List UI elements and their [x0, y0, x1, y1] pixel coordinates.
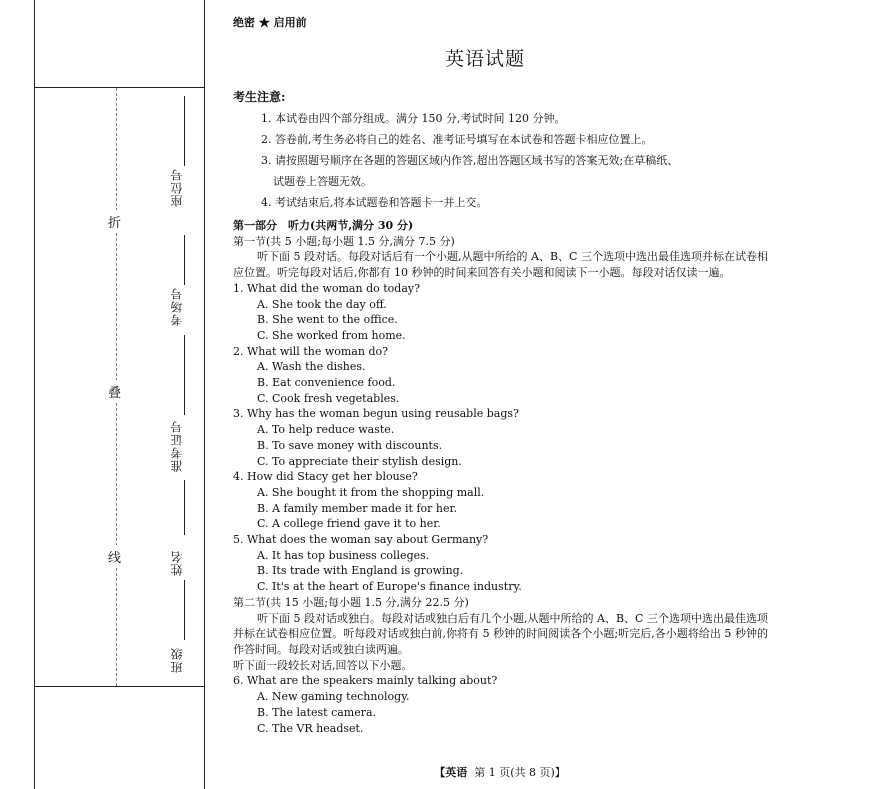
- section1-instructions: 听下面 5 段对话。每段对话后有一个小题,从题中所给的 A、B、C 三个选项中选出最佳选项并标在试卷相应位置。听完每段对话后,你都有 10 秒钟的时间来回答有关小题和阅读下一小题。每段对话仅读一遍。: [233, 250, 768, 280]
- confidential-mark: 绝密 ★ 启用前: [233, 16, 307, 29]
- admission-number-field[interactable]: [168, 415, 190, 535]
- question-1: 1. What did the woman do today?: [233, 281, 420, 295]
- q1-option-c: C. She worked from home.: [257, 328, 406, 342]
- section2-instructions: 听下面 5 段对话或独白。每段对话或独白后有几个小题,从题中所给的 A、B、C 三个选项中选出最佳选项并标在试卷相应位置。听每段对话或独白前,你将有 5 秒钟的时间阅读各个小题;听完后,各小题将给出 5 秒钟的作答时间。每段对话或独白读两遍。: [233, 611, 768, 656]
- question-5: 5. What does the woman say about Germany?: [233, 533, 489, 547]
- q6-option-a: A. New gaming technology.: [257, 690, 410, 704]
- notice-item-3-cont: 试题卷上答题无效。: [273, 175, 372, 188]
- question-3: 3. Why has the woman begun using reusable bags?: [233, 407, 519, 421]
- question-group-1: [233, 281, 768, 595]
- exam-body: [233, 218, 768, 736]
- fold-char-1: 折: [108, 210, 121, 233]
- q2-option-a: A. Wash the dishes.: [257, 360, 366, 374]
- q1-option-b: B. She went to the office.: [257, 313, 398, 327]
- section2-title: 第二节(共 15 小题;每小题 1.5 分,满分 22.5 分): [233, 595, 469, 609]
- section1-title: 第一节(共 5 小题;每小题 1.5 分,满分 7.5 分): [233, 234, 455, 248]
- footer-page: 第 1 页(共 8 页)】: [474, 766, 566, 779]
- q1-option-a: A. She took the day off.: [257, 297, 387, 311]
- fold-char-3: 线: [108, 545, 121, 568]
- exam-room-label: 考场号: [170, 287, 184, 326]
- notice-heading: 考生注意:: [233, 90, 286, 104]
- page-footer: [0, 764, 870, 780]
- margin-left-border: [34, 0, 35, 789]
- margin-right-border: [204, 0, 205, 789]
- exam-room-line: [184, 235, 185, 285]
- q4-option-b: B. A family member made it for her.: [257, 501, 458, 515]
- question-6: 6. What are the speakers mainly talking about?: [233, 674, 498, 688]
- class-field[interactable]: [168, 645, 190, 685]
- q2-option-c: C. Cook fresh vegetables.: [257, 391, 400, 405]
- part1-title: 第一部分 听力(共两节,满分 30 分): [233, 219, 414, 232]
- q2-option-b: B. Eat convenience food.: [257, 376, 396, 390]
- seat-number-line: [184, 96, 185, 166]
- q6-option-b: B. The latest camera.: [257, 705, 377, 719]
- notice-item-4: 4. 考试结束后,将本试题卷和答题卡一并上交。: [261, 196, 488, 209]
- margin-bottom-rule: [34, 686, 204, 687]
- fold-char-2: 叠: [108, 380, 121, 403]
- admission-number-label: 准考证号: [170, 420, 184, 472]
- q5-option-c: C. It's at the heart of Europe's finance industry.: [257, 580, 522, 594]
- class-label: 班级: [170, 647, 184, 673]
- notice-item-3: 3. 请按照题号顺序在各题的答题区域内作答,超出答题区域书写的答案无效;在草稿纸、: [261, 154, 679, 167]
- exam-notice: [233, 87, 773, 213]
- q4-option-a: A. She bought it from the shopping mall.: [257, 485, 485, 499]
- name-label: 姓名: [170, 550, 184, 576]
- name-field[interactable]: [168, 545, 190, 640]
- q3-option-c: C. To appreciate their stylish design.: [257, 454, 462, 468]
- exam-room-field[interactable]: [168, 235, 190, 335]
- binding-margin: [0, 0, 205, 789]
- q6-option-c: C. The VR headset.: [257, 721, 364, 735]
- notice-item-2: 2. 答卷前,考生务必将自己的姓名、准考证号填写在本试卷和答题卡相应位置上。: [261, 133, 653, 146]
- section2-lead: 听下面一段较长对话,回答以下小题。: [233, 658, 413, 672]
- q5-option-b: B. Its trade with England is growing.: [257, 564, 464, 578]
- name-line: [184, 580, 185, 640]
- footer-subject: 【英语: [434, 766, 468, 779]
- seat-number-label: 座位号: [170, 168, 184, 207]
- question-2: 2. What will the woman do?: [233, 344, 389, 358]
- admission-number-line: [184, 480, 185, 535]
- margin-top-rule: [34, 87, 204, 88]
- q5-option-a: A. It has top business colleges.: [257, 548, 430, 562]
- q4-option-c: C. A college friend gave it to her.: [257, 517, 441, 531]
- question-4: 4. How did Stacy get her blouse?: [233, 470, 418, 484]
- seat-number-field[interactable]: [168, 96, 190, 221]
- notice-item-1: 1. 本试卷由四个部分组成。满分 150 分,考试时间 120 分钟。: [261, 112, 566, 125]
- page-title: 英语试题: [444, 48, 525, 70]
- exam-room-line-lower: [184, 335, 185, 415]
- q3-option-a: A. To help reduce waste.: [257, 423, 395, 437]
- question-group-2: [233, 673, 768, 736]
- q3-option-b: B. To save money with discounts.: [257, 438, 443, 452]
